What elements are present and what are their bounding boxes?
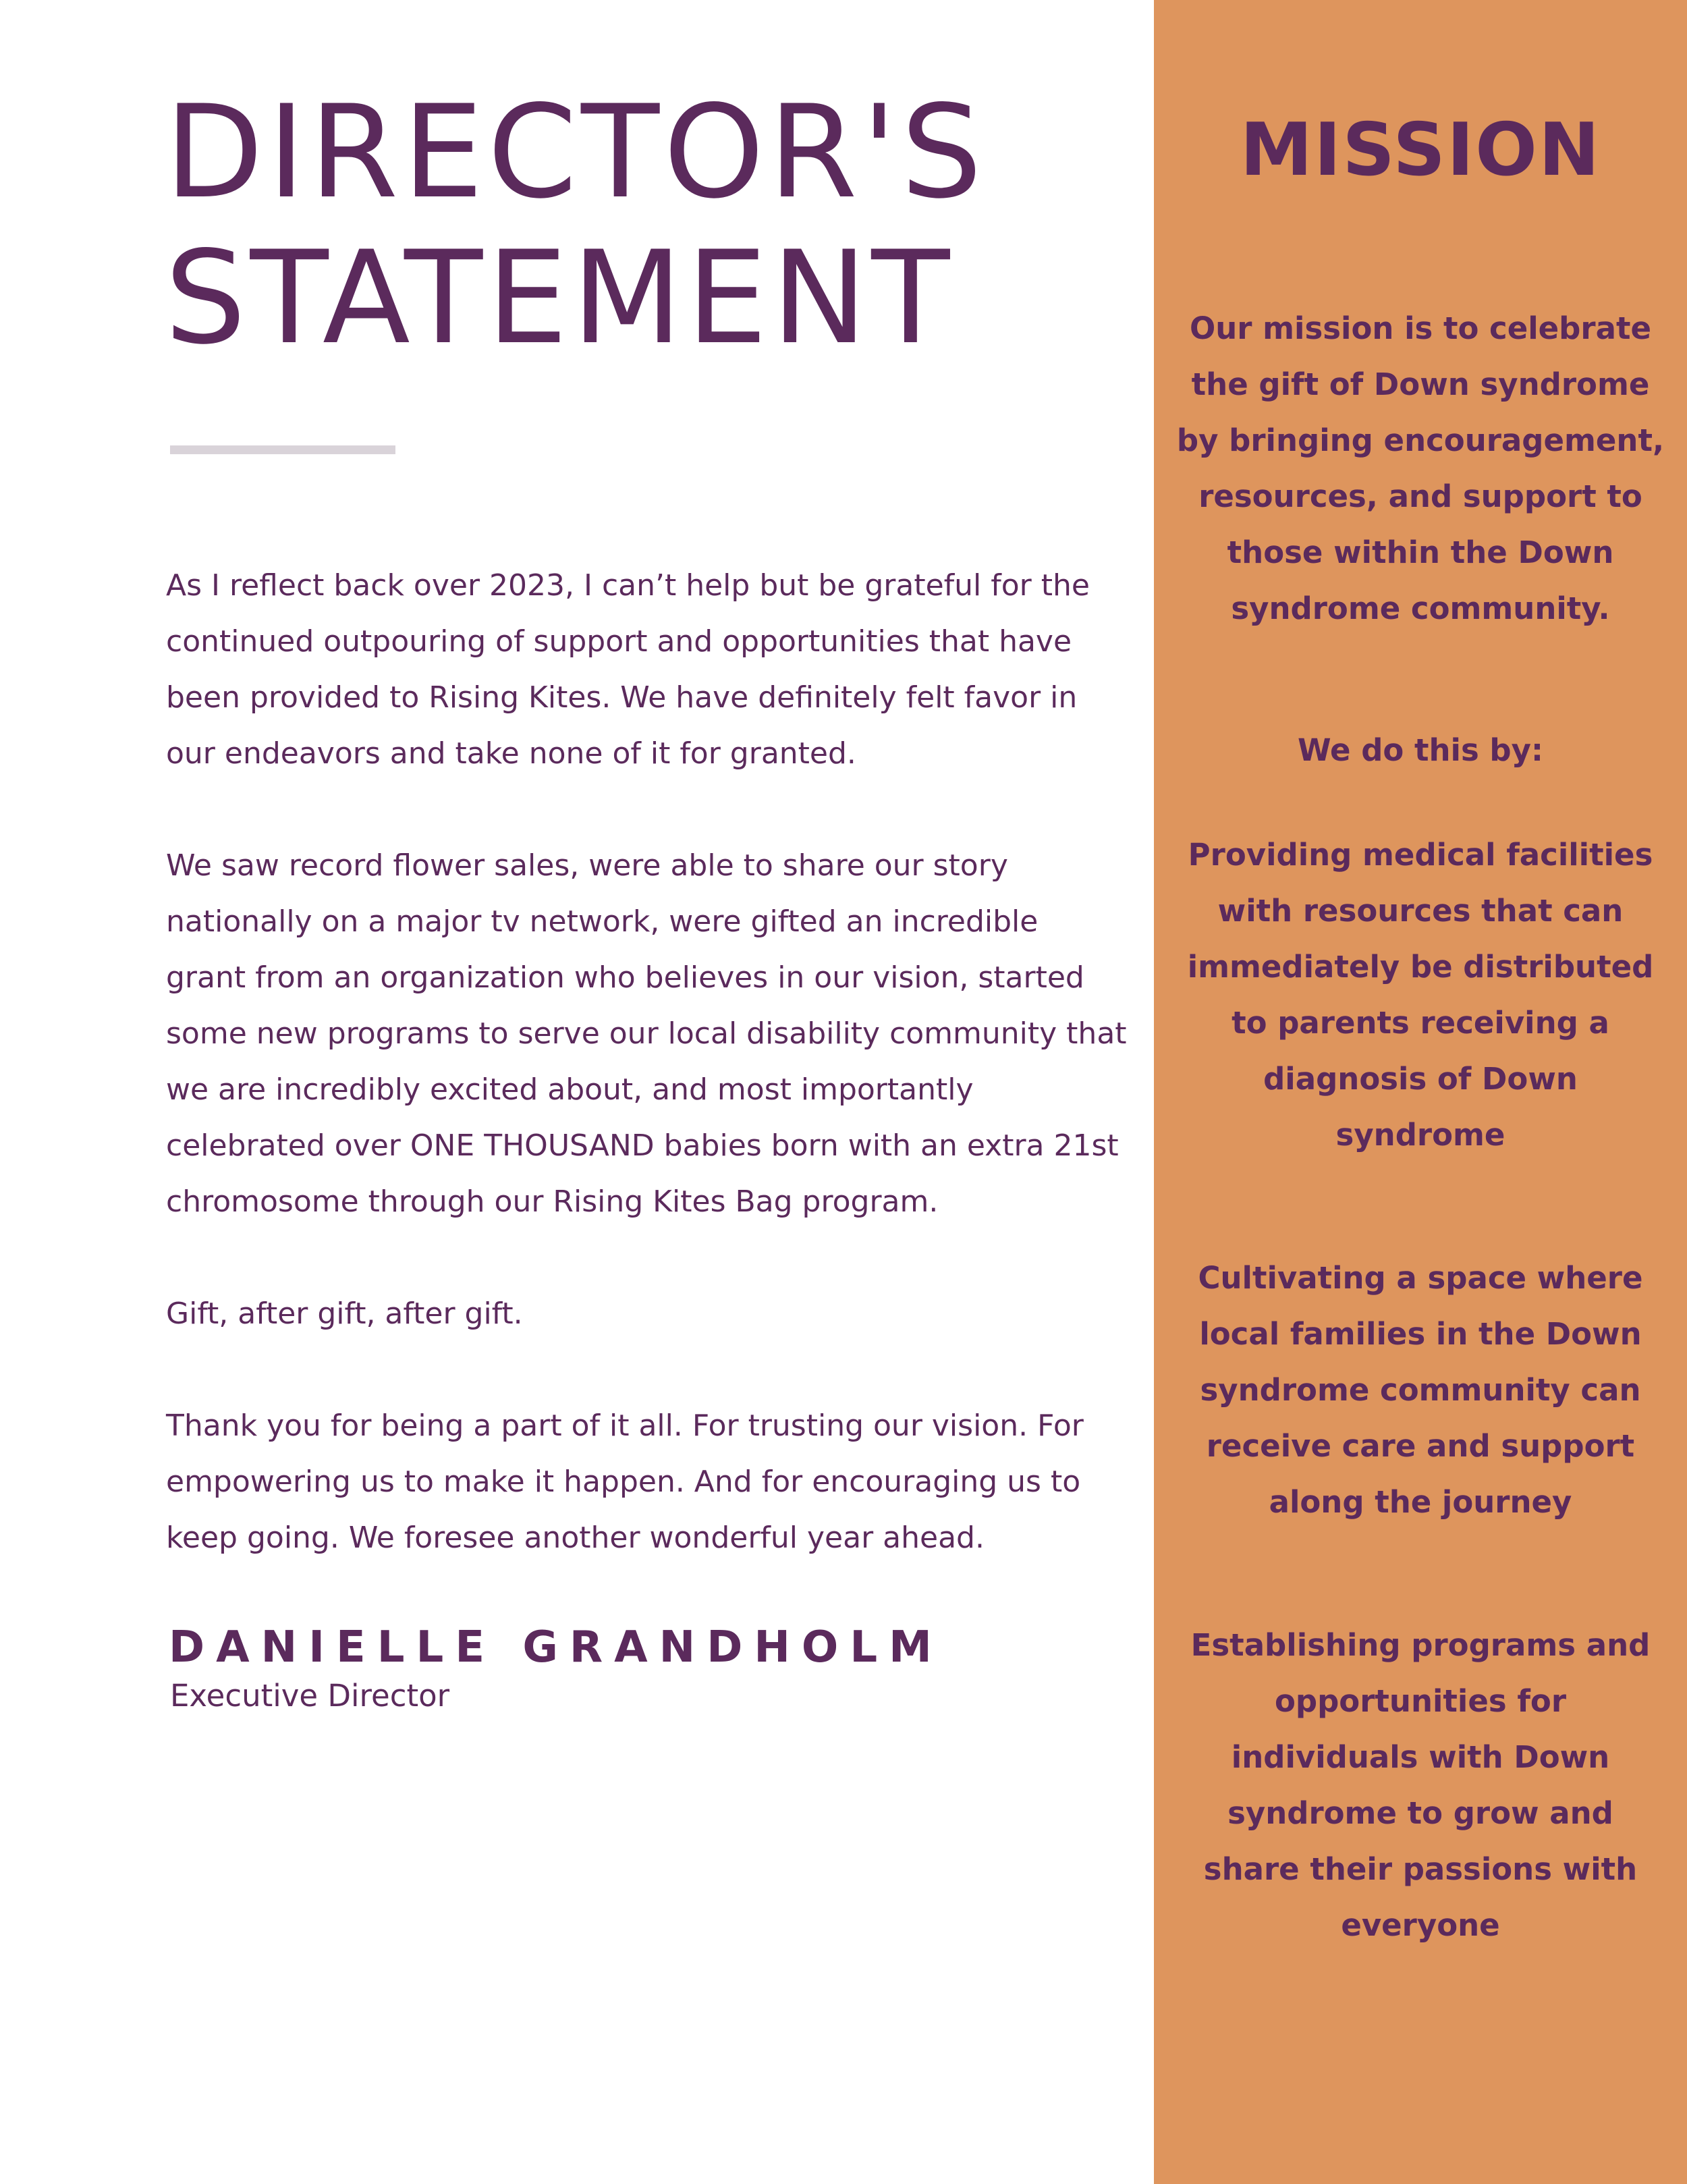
mission-item-2 xyxy=(1154,1250,1687,1530)
mission-item-1 xyxy=(1154,827,1687,1163)
statement-line: Thank you for being a part of it all. For trusting our vision. For xyxy=(166,1409,1084,1443)
title-divider xyxy=(170,445,395,454)
mission-intro-line: those within the Down xyxy=(1227,535,1614,570)
statement-line: some new programs to serve our local disability community that xyxy=(166,1016,1127,1051)
mission-item-line: share their passions with xyxy=(1203,1851,1638,1887)
statement-line: empowering us to make it happen. And for encouraging us to xyxy=(166,1465,1081,1499)
mission-item-line: opportunities for xyxy=(1274,1683,1567,1719)
statement-line: continued outpouring of support and opportunities that have xyxy=(166,624,1072,659)
mission-sidebar xyxy=(1154,0,1687,2184)
statement-line: grant from an organization who believes in our vision, started xyxy=(166,960,1084,995)
statement-body xyxy=(166,557,1127,1622)
statement-paragraph-3: Gift, after gift, after gift. xyxy=(166,1296,523,1331)
mission-item-line: to parents receiving a xyxy=(1232,1005,1609,1041)
signature-role: Executive Director xyxy=(170,1678,450,1714)
mission-heading: MISSION xyxy=(1240,108,1601,192)
mission-item-line: local families in the Down xyxy=(1199,1316,1642,1352)
mission-subheading xyxy=(1154,722,1687,778)
mission-item-line: syndrome to grow and xyxy=(1227,1795,1613,1831)
mission-item-line: Cultivating a space where xyxy=(1198,1260,1643,1296)
statement-line: keep going. We foresee another wonderful year ahead. xyxy=(166,1521,985,1555)
title-line-1: DIRECTOR'S xyxy=(165,78,987,227)
mission-intro-line: Our mission is to celebrate xyxy=(1190,310,1651,346)
mission-intro-line: syndrome community. xyxy=(1231,591,1610,626)
statement-line: As I reflect back over 2023, I can’t help but be grateful for the xyxy=(166,568,1090,603)
mission-item-line: syndrome community can xyxy=(1200,1372,1641,1408)
statement-line: We saw record flower sales, were able to share our story xyxy=(166,848,1008,883)
statement-line: chromosome through our Rising Kites Bag program. xyxy=(166,1184,939,1219)
statement-line: been provided to Rising Kites. We have definitely felt favor in xyxy=(166,680,1078,715)
statement-paragraph-2 xyxy=(166,838,1127,1230)
mission-item-line: receive care and support xyxy=(1206,1428,1635,1464)
mission-item-line: diagnosis of Down xyxy=(1263,1061,1578,1097)
mission-intro xyxy=(1154,300,1687,636)
mission-item-3 xyxy=(1154,1617,1687,1953)
mission-item-line: along the journey xyxy=(1269,1484,1572,1520)
statement-line: celebrated over ONE THOUSAND babies born with an extra 21st xyxy=(166,1128,1119,1163)
mission-item-line: Providing medical facilities xyxy=(1188,837,1653,873)
statement-line: our endeavors and take none of it for granted. xyxy=(166,736,856,771)
page-title xyxy=(165,80,1076,371)
mission-intro-line: the gift of Down syndrome xyxy=(1191,366,1650,402)
statement-paragraph-1 xyxy=(166,557,1111,782)
mission-item-line: everyone xyxy=(1341,1907,1500,1943)
mission-item-line: with resources that can xyxy=(1217,893,1624,929)
mission-item-line: immediately be distributed xyxy=(1187,949,1654,985)
statement-line: we are incredibly excited about, and most importantly xyxy=(166,1072,974,1107)
statement-line: nationally on a major tv network, were gifted an incredible xyxy=(166,904,1039,939)
mission-intro-line: resources, and support to xyxy=(1198,479,1642,514)
mission-item-line: syndrome xyxy=(1335,1117,1505,1153)
we-do-this-by-label: We do this by: xyxy=(1298,732,1543,768)
mission-intro-line: by bringing encouragement, xyxy=(1176,422,1665,458)
signature-name: DANIELLE GRANDHOLM xyxy=(169,1622,943,1672)
mission-item-line: individuals with Down xyxy=(1231,1739,1610,1775)
mission-item-line: Establishing programs and xyxy=(1190,1627,1651,1663)
title-line-2: STATEMENT xyxy=(165,223,954,373)
statement-paragraph-4 xyxy=(166,1398,1111,1566)
